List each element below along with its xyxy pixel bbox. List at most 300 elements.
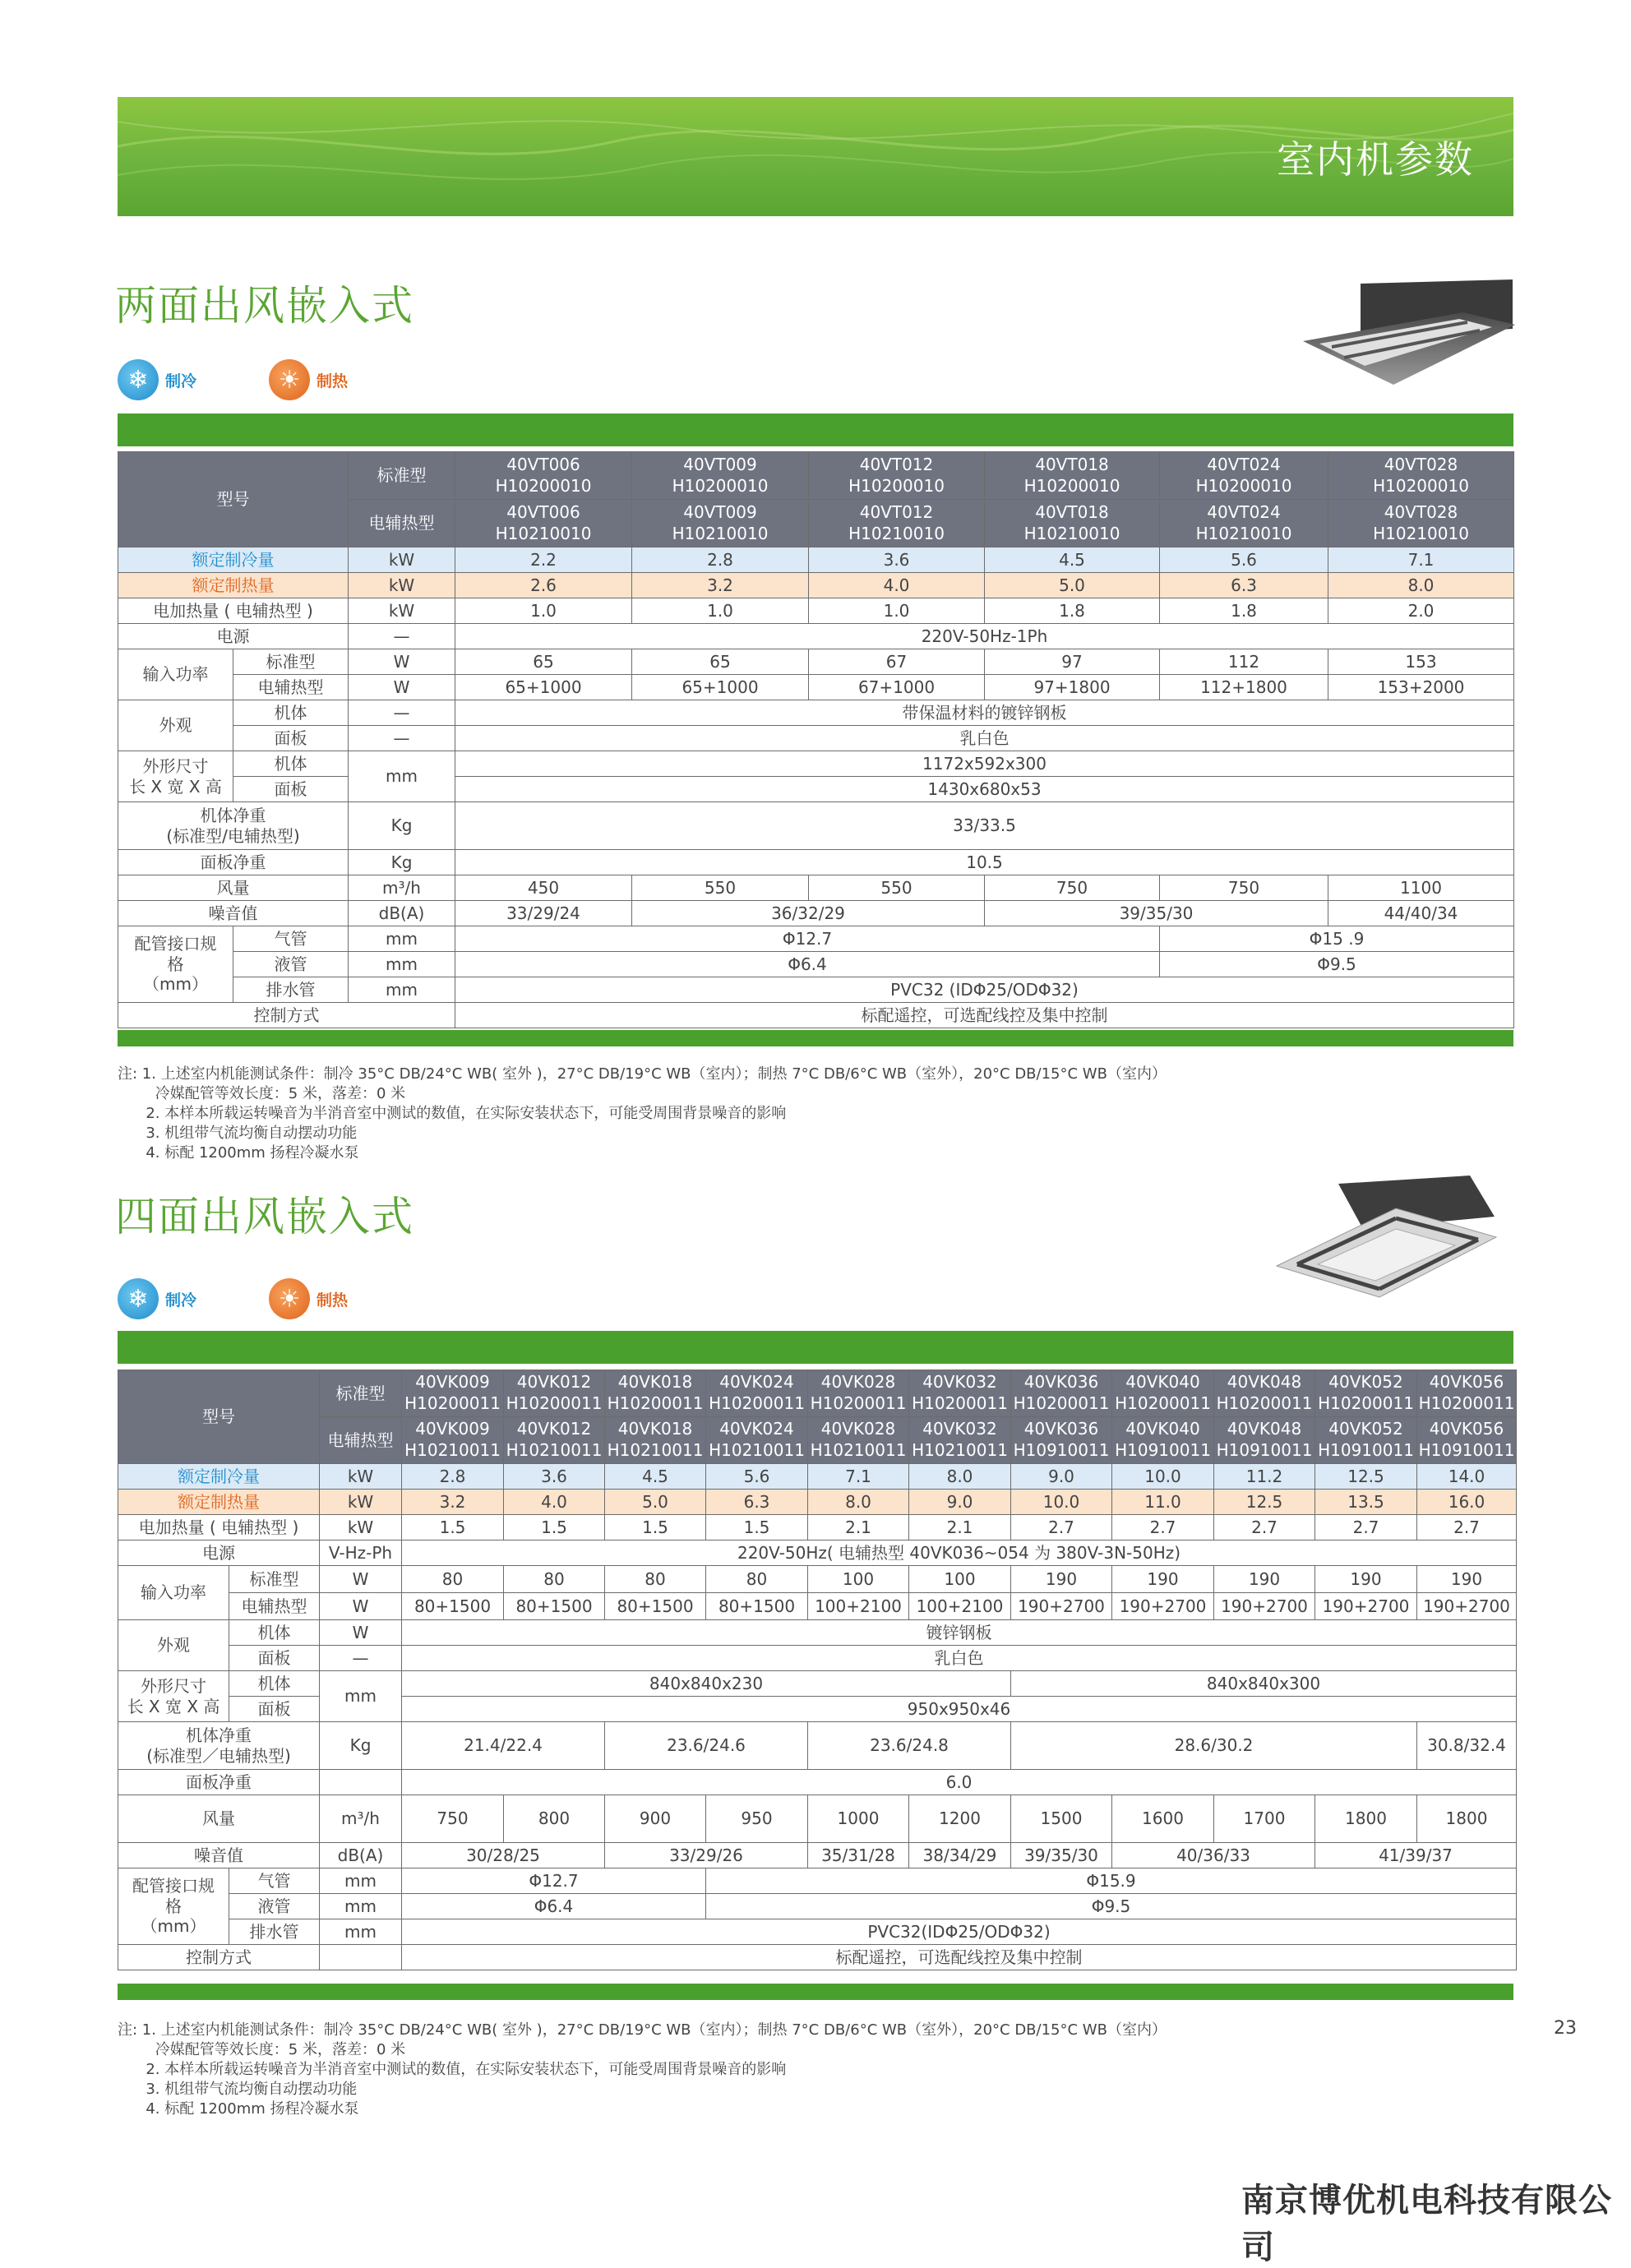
- table-footer-bar: [118, 1984, 1513, 2000]
- input-power-elec-value: 190+2700: [1011, 1593, 1112, 1620]
- noise-value: 44/40/34: [1328, 901, 1514, 926]
- four-way-cassette-image: [1273, 1176, 1499, 1299]
- heating-value: 6.3: [1160, 573, 1328, 598]
- legend-heat-label: 制热: [316, 1291, 349, 1310]
- std-model: 40VT028 H10200010: [1328, 452, 1514, 500]
- elec-model: 40VK018 H10210011: [605, 1417, 706, 1464]
- notes-section1: [118, 1065, 1167, 1163]
- section-title-two-way: 两面出风嵌入式: [115, 282, 414, 330]
- noise-value: 40/36/33: [1112, 1843, 1315, 1868]
- std-model: 40VK056 H10200011: [1417, 1370, 1517, 1417]
- note-line: 冷媒配管等效长度：5 米，落差：0 米: [118, 1085, 406, 1102]
- note-line: 4. 标配 1200mm 扬程冷凝水泵: [118, 1144, 359, 1162]
- cooling-value: 5.6: [1160, 547, 1328, 573]
- liquid-pipe-label: 液管: [229, 1894, 320, 1919]
- electric-heat-value: 2.7: [1011, 1515, 1112, 1540]
- airflow-label: 风量: [118, 1795, 320, 1843]
- legend-heat-label: 制热: [316, 372, 349, 390]
- input-power-std-label: 标准型: [233, 649, 349, 675]
- dimensions-body-value: 840x840x230: [402, 1671, 1011, 1697]
- note-line: 冷媒配管等效长度：5 米，落差：0 米: [118, 2041, 406, 2058]
- pipe-spec-label: 配管接口规 格 （mm）: [118, 1868, 229, 1945]
- elec-model: 40VT012 H10210010: [809, 500, 985, 547]
- cooling-value: 2.2: [455, 547, 632, 573]
- net-weight-label: 机体净重 (标准型／电辅热型): [118, 1722, 320, 1770]
- electric-heat-value: 2.7: [1214, 1515, 1315, 1540]
- dimensions-panel-value: 1430x680x53: [455, 777, 1514, 802]
- noise-value: 36/32/29: [632, 901, 985, 926]
- airflow-value: 1800: [1417, 1795, 1517, 1843]
- heating-value: 11.0: [1112, 1490, 1214, 1515]
- heating-value: 9.0: [909, 1490, 1011, 1515]
- elec-model: 40VT018 H10210010: [985, 500, 1160, 547]
- input-power-elec-value: 80+1500: [504, 1593, 605, 1620]
- airflow-value: 1200: [909, 1795, 1011, 1843]
- unit-cell: mm: [320, 1919, 402, 1945]
- cooling-value: 11.2: [1214, 1464, 1315, 1490]
- heating-value: 4.0: [504, 1490, 605, 1515]
- noise-label: 噪音值: [118, 1843, 320, 1868]
- noise-value: 39/35/30: [985, 901, 1328, 926]
- company-name: 南京博优机电科技有限公司: [1241, 2182, 1612, 2266]
- unit-cell: mm: [320, 1894, 402, 1919]
- airflow-value: 450: [455, 875, 632, 901]
- input-power-std-value: 190: [1011, 1566, 1112, 1593]
- airflow-value: 550: [632, 875, 809, 901]
- dimensions-panel-value: 950x950x46: [402, 1697, 1517, 1722]
- legend-cool: [118, 1278, 196, 1319]
- unit-cell: kW: [349, 573, 455, 598]
- net-weight-value: 21.4/22.4: [402, 1722, 605, 1770]
- airflow-value: 900: [605, 1795, 706, 1843]
- snowflake-icon: ❄: [118, 1278, 159, 1319]
- cooling-value: 9.0: [1011, 1464, 1112, 1490]
- airflow-value: 750: [985, 875, 1160, 901]
- noise-value: 39/35/30: [1011, 1843, 1112, 1868]
- input-power-label: 输入功率: [118, 1566, 229, 1620]
- heating-capacity-label: 额定制热量: [118, 573, 349, 598]
- legend-cool: [118, 359, 196, 400]
- legend-heat: [269, 359, 348, 400]
- sun-heat-icon: ☀: [269, 359, 310, 400]
- input-power-std-value: 80: [706, 1566, 808, 1593]
- dimensions-body-value: 1172x592x300: [455, 751, 1514, 777]
- two-way-cassette-image: [1295, 279, 1517, 390]
- elec-type-label: 电辅热型: [320, 1417, 402, 1464]
- table-header-bar: [118, 413, 1513, 446]
- elec-model: 40VK028 H10210011: [808, 1417, 909, 1464]
- legend-section2: [118, 1277, 420, 1320]
- heating-value: 10.0: [1011, 1490, 1112, 1515]
- airflow-value: 1500: [1011, 1795, 1112, 1843]
- input-power-std-value: 80: [402, 1566, 504, 1593]
- input-power-elec-value: 67+1000: [809, 675, 985, 700]
- cooling-capacity-label: 额定制冷量: [118, 547, 349, 573]
- electric-heat-value: 2.0: [1328, 598, 1514, 624]
- legend-cool-label: 制冷: [165, 1291, 197, 1310]
- unit-cell: m³/h: [320, 1795, 402, 1843]
- panel-weight-value: 10.5: [455, 850, 1514, 875]
- electric-heat-value: 1.8: [985, 598, 1160, 624]
- dimensions-label: 外形尺寸 长 X 宽 X 高: [118, 751, 233, 802]
- electric-heat-value: 1.5: [706, 1515, 808, 1540]
- note-line: 2. 本样本所载运转噪音为半消音室中测试的数值，在实际安装状态下，可能受周围背景噪音的影响: [118, 2061, 787, 2078]
- elec-model: 40VT028 H10210010: [1328, 500, 1514, 547]
- input-power-elec-value: 80+1500: [402, 1593, 504, 1620]
- noise-value: 38/34/29: [909, 1843, 1011, 1868]
- input-power-std-value: 80: [504, 1566, 605, 1593]
- net-weight-value: 33/33.5: [455, 802, 1514, 850]
- electric-heat-value: 2.1: [808, 1515, 909, 1540]
- unit-cell: dB(A): [349, 901, 455, 926]
- airflow-value: 1100: [1328, 875, 1514, 901]
- unit-cell: mm: [320, 1868, 402, 1894]
- appearance-panel-label: 面板: [233, 726, 349, 751]
- note-line: 注: 1. 上述室内机能测试条件：制冷 35°C DB/24°C WB( 室外 )，27°C DB/19°C WB（室内）；制热 7°C DB/6°C WB（室外），20°C DB/15°C WB（室内）: [118, 1065, 1167, 1083]
- gas-pipe-label: 气管: [229, 1868, 320, 1894]
- electric-heat-label: 电加热量 ( 电辅热型 ): [118, 1515, 320, 1540]
- std-type-label: 标准型: [320, 1370, 402, 1417]
- electric-heat-value: 2.7: [1112, 1515, 1214, 1540]
- std-model: 40VK052 H10200011: [1315, 1370, 1417, 1417]
- unit-cell: —: [349, 700, 455, 726]
- airflow-value: 750: [402, 1795, 504, 1843]
- power-supply-value: 220V-50Hz-1Ph: [455, 624, 1514, 649]
- unit-cell: W: [349, 649, 455, 675]
- liquid-pipe-value: Φ6.4: [402, 1894, 706, 1919]
- elec-model: 40VK024 H10210011: [706, 1417, 808, 1464]
- electric-heat-label: 电加热量 ( 电辅热型 ): [118, 598, 349, 624]
- unit-cell: [320, 1770, 402, 1795]
- cooling-value: 8.0: [909, 1464, 1011, 1490]
- elec-model: 40VK009 H10210011: [402, 1417, 504, 1464]
- noise-value: 35/31/28: [808, 1843, 909, 1868]
- gas-pipe-value: Φ15 .9: [1160, 926, 1514, 952]
- std-model: 40VK036 H10200011: [1011, 1370, 1112, 1417]
- liquid-pipe-value: Φ9.5: [706, 1894, 1517, 1919]
- input-power-std-value: 65: [455, 649, 632, 675]
- table-header-bar: [118, 1331, 1513, 1364]
- banner-title: 室内机参数: [1277, 137, 1474, 182]
- input-power-std-value: 112: [1160, 649, 1328, 675]
- electric-heat-value: 1.0: [809, 598, 985, 624]
- input-power-elec-value: 100+2100: [909, 1593, 1011, 1620]
- unit-cell: Kg: [349, 850, 455, 875]
- std-model: 40VK018 H10200011: [605, 1370, 706, 1417]
- std-model: 40VK012 H10200011: [504, 1370, 605, 1417]
- header-banner: [118, 97, 1513, 216]
- unit-cell: W: [320, 1620, 402, 1646]
- appearance-body-label: 机体: [233, 700, 349, 726]
- heating-value: 12.5: [1214, 1490, 1315, 1515]
- unit-cell: mm: [349, 751, 455, 802]
- std-type-label: 标准型: [349, 452, 455, 500]
- airflow-value: 800: [504, 1795, 605, 1843]
- unit-cell: kW: [349, 598, 455, 624]
- unit-cell: dB(A): [320, 1843, 402, 1868]
- input-power-label: 输入功率: [118, 649, 233, 700]
- std-model: 40VT012 H10200010: [809, 452, 985, 500]
- std-model: 40VK024 H10200011: [706, 1370, 808, 1417]
- panel-weight-label: 面板净重: [118, 850, 349, 875]
- cooling-value: 2.8: [402, 1464, 504, 1490]
- input-power-std-value: 80: [605, 1566, 706, 1593]
- dimensions-panel-label: 面板: [233, 777, 349, 802]
- heating-value: 8.0: [1328, 573, 1514, 598]
- panel-weight-value: 6.0: [402, 1770, 1517, 1795]
- spec-table-four-way: [118, 1370, 1517, 1970]
- heating-value: 13.5: [1315, 1490, 1417, 1515]
- cooling-value: 4.5: [985, 547, 1160, 573]
- unit-cell: W: [349, 675, 455, 700]
- input-power-elec-value: 190+2700: [1112, 1593, 1214, 1620]
- note-line: 4. 标配 1200mm 扬程冷凝水泵: [118, 2100, 359, 2118]
- power-supply-label: 电源: [118, 1540, 320, 1566]
- input-power-std-value: 153: [1328, 649, 1514, 675]
- unit-cell: Kg: [320, 1722, 402, 1770]
- std-model: 40VK009 H10200011: [402, 1370, 504, 1417]
- net-weight-value: 28.6/30.2: [1011, 1722, 1417, 1770]
- heating-value: 5.0: [605, 1490, 706, 1515]
- input-power-elec-value: 112+1800: [1160, 675, 1328, 700]
- power-supply-value: 220V-50Hz( 电辅热型 40VK036~054 为 380V-3N-50Hz): [402, 1540, 1517, 1566]
- cooling-value: 4.5: [605, 1464, 706, 1490]
- input-power-std-value: 190: [1315, 1566, 1417, 1593]
- elec-model: 40VT006 H10210010: [455, 500, 632, 547]
- input-power-elec-value: 65+1000: [632, 675, 809, 700]
- input-power-elec-value: 97+1800: [985, 675, 1160, 700]
- input-power-std-label: 标准型: [229, 1566, 320, 1593]
- std-model: 40VK032 H10200011: [909, 1370, 1011, 1417]
- unit-cell: kW: [349, 547, 455, 573]
- std-model: 40VT024 H10200010: [1160, 452, 1328, 500]
- cooling-value: 7.1: [808, 1464, 909, 1490]
- control-method-label: 控制方式: [118, 1003, 455, 1028]
- input-power-std-value: 100: [909, 1566, 1011, 1593]
- dimensions-body-label: 机体: [229, 1671, 320, 1697]
- std-model: 40VT018 H10200010: [985, 452, 1160, 500]
- unit-cell: W: [320, 1566, 402, 1593]
- appearance-body-label: 机体: [229, 1620, 320, 1646]
- electric-heat-value: 1.0: [455, 598, 632, 624]
- airflow-value: 1600: [1112, 1795, 1214, 1843]
- pipe-spec-label: 配管接口规 格 （mm）: [118, 926, 233, 1003]
- airflow-value: 1000: [808, 1795, 909, 1843]
- drain-pipe-value: PVC32 (IDΦ25/ODΦ32): [455, 977, 1514, 1003]
- appearance-label: 外观: [118, 1620, 229, 1671]
- cooling-value: 3.6: [809, 547, 985, 573]
- elec-model: 40VT009 H10210010: [632, 500, 809, 547]
- heating-value: 5.0: [985, 573, 1160, 598]
- net-weight-label: 机体净重 (标准型/电辅热型): [118, 802, 349, 850]
- input-power-elec-value: 100+2100: [808, 1593, 909, 1620]
- heating-value: 3.2: [632, 573, 809, 598]
- heating-value: 8.0: [808, 1490, 909, 1515]
- input-power-std-value: 65: [632, 649, 809, 675]
- electric-heat-value: 1.5: [402, 1515, 504, 1540]
- liquid-pipe-value: Φ9.5: [1160, 952, 1514, 977]
- electric-heat-value: 2.7: [1315, 1515, 1417, 1540]
- drain-pipe-label: 排水管: [233, 977, 349, 1003]
- cooling-capacity-label: 额定制冷量: [118, 1464, 320, 1490]
- input-power-elec-value: 190+2700: [1214, 1593, 1315, 1620]
- elec-model: 40VT024 H10210010: [1160, 500, 1328, 547]
- unit-cell: W: [320, 1593, 402, 1620]
- control-method-value: 标配遥控，可选配线控及集中控制: [402, 1945, 1517, 1970]
- gas-pipe-label: 气管: [233, 926, 349, 952]
- elec-model: 40VK036 H10910011: [1011, 1417, 1112, 1464]
- elec-type-label: 电辅热型: [349, 500, 455, 547]
- cooling-value: 12.5: [1315, 1464, 1417, 1490]
- noise-label: 噪音值: [118, 901, 349, 926]
- snowflake-icon: ❄: [118, 359, 159, 400]
- std-model: 40VK048 H10200011: [1214, 1370, 1315, 1417]
- table-footer-bar: [118, 1030, 1513, 1046]
- electric-heat-value: 1.5: [605, 1515, 706, 1540]
- dimensions-body-label: 机体: [233, 751, 349, 777]
- unit-cell: V-Hz-Ph: [320, 1540, 402, 1566]
- net-weight-value: 23.6/24.8: [808, 1722, 1011, 1770]
- unit-cell: mm: [349, 952, 455, 977]
- drain-pipe-value: PVC32(IDΦ25/ODΦ32): [402, 1919, 1517, 1945]
- input-power-elec-label: 电辅热型: [229, 1593, 320, 1620]
- input-power-std-value: 67: [809, 649, 985, 675]
- input-power-std-value: 190: [1214, 1566, 1315, 1593]
- input-power-elec-value: 65+1000: [455, 675, 632, 700]
- unit-cell: mm: [349, 977, 455, 1003]
- electric-heat-value: 2.1: [909, 1515, 1011, 1540]
- appearance-panel-value: 乳白色: [402, 1646, 1517, 1671]
- appearance-body-value: 带保温材料的镀锌钢板: [455, 700, 1514, 726]
- electric-heat-value: 2.7: [1417, 1515, 1517, 1540]
- electric-heat-value: 1.8: [1160, 598, 1328, 624]
- cooling-value: 10.0: [1112, 1464, 1214, 1490]
- section-title-four-way: 四面出风嵌入式: [115, 1193, 414, 1240]
- noise-value: 33/29/26: [605, 1843, 808, 1868]
- input-power-elec-value: 80+1500: [706, 1593, 808, 1620]
- elec-model: 40VK012 H10210011: [504, 1417, 605, 1464]
- input-power-std-value: 97: [985, 649, 1160, 675]
- airflow-value: 1800: [1315, 1795, 1417, 1843]
- notes-section2: [118, 2021, 1167, 2119]
- elec-model: 40VK032 H10210011: [909, 1417, 1011, 1464]
- input-power-elec-value: 190+2700: [1417, 1593, 1517, 1620]
- liquid-pipe-label: 液管: [233, 952, 349, 977]
- heating-capacity-label: 额定制热量: [118, 1490, 320, 1515]
- elec-model: 40VK056 H10910011: [1417, 1417, 1517, 1464]
- heating-value: 2.6: [455, 573, 632, 598]
- unit-cell: [320, 1945, 402, 1970]
- cooling-value: 2.8: [632, 547, 809, 573]
- elec-model: 40VK052 H10910011: [1315, 1417, 1417, 1464]
- input-power-elec-value: 190+2700: [1315, 1593, 1417, 1620]
- note-line: 注: 1. 上述室内机能测试条件：制冷 35°C DB/24°C WB( 室外 )，27°C DB/19°C WB（室内）；制热 7°C DB/6°C WB（室外），20°C DB/15°C WB（室内）: [118, 2021, 1167, 2039]
- net-weight-value: 30.8/32.4: [1417, 1722, 1517, 1770]
- gas-pipe-value: Φ12.7: [455, 926, 1160, 952]
- noise-value: 41/39/37: [1315, 1843, 1517, 1868]
- airflow-value: 750: [1160, 875, 1328, 901]
- panel-weight-label: 面板净重: [118, 1770, 320, 1795]
- appearance-label: 外观: [118, 700, 233, 751]
- noise-value: 33/29/24: [455, 901, 632, 926]
- std-model: 40VK028 H10200011: [808, 1370, 909, 1417]
- model-label: 型号: [118, 1370, 320, 1464]
- heating-value: 3.2: [402, 1490, 504, 1515]
- electric-heat-value: 1.0: [632, 598, 809, 624]
- cooling-value: 7.1: [1328, 547, 1514, 573]
- note-line: 2. 本样本所载运转噪音为半消音室中测试的数值，在实际安装状态下，可能受周围背景噪音的影响: [118, 1105, 787, 1122]
- airflow-value: 550: [809, 875, 985, 901]
- input-power-elec-value: 80+1500: [605, 1593, 706, 1620]
- control-method-label: 控制方式: [118, 1945, 320, 1970]
- input-power-std-value: 190: [1417, 1566, 1517, 1593]
- unit-cell: mm: [349, 926, 455, 952]
- page-number: 23: [1554, 2018, 1577, 2039]
- std-model: 40VT006 H10200010: [455, 452, 632, 500]
- note-line: 3. 机组带气流均衡自动摆动功能: [118, 2081, 358, 2098]
- cooling-value: 5.6: [706, 1464, 808, 1490]
- std-model: 40VT009 H10200010: [632, 452, 809, 500]
- power-supply-label: 电源: [118, 624, 349, 649]
- unit-cell: —: [320, 1646, 402, 1671]
- airflow-label: 风量: [118, 875, 349, 901]
- heating-value: 4.0: [809, 573, 985, 598]
- airflow-value: 950: [706, 1795, 808, 1843]
- noise-value: 30/28/25: [402, 1843, 605, 1868]
- appearance-panel-label: 面板: [229, 1646, 320, 1671]
- model-label: 型号: [118, 452, 349, 547]
- unit-cell: m³/h: [349, 875, 455, 901]
- sun-heat-icon: ☀: [269, 1278, 310, 1319]
- drain-pipe-label: 排水管: [229, 1919, 320, 1945]
- input-power-elec-value: 153+2000: [1328, 675, 1514, 700]
- dimensions-label: 外形尺寸 长 X 宽 X 高: [118, 1671, 229, 1722]
- dimensions-panel-label: 面板: [229, 1697, 320, 1722]
- appearance-body-value: 镀锌钢板: [402, 1620, 1517, 1646]
- unit-cell: Kg: [349, 802, 455, 850]
- unit-cell: kW: [320, 1464, 402, 1490]
- input-power-elec-label: 电辅热型: [233, 675, 349, 700]
- heating-value: 6.3: [706, 1490, 808, 1515]
- elec-model: 40VK040 H10910011: [1112, 1417, 1214, 1464]
- elec-model: 40VK048 H10910011: [1214, 1417, 1315, 1464]
- unit-cell: mm: [320, 1671, 402, 1722]
- spec-table-two-way: [118, 451, 1514, 1028]
- cooling-value: 3.6: [504, 1464, 605, 1490]
- unit-cell: kW: [320, 1490, 402, 1515]
- gas-pipe-value: Φ15.9: [706, 1868, 1517, 1894]
- std-model: 40VK040 H10200011: [1112, 1370, 1214, 1417]
- electric-heat-value: 1.5: [504, 1515, 605, 1540]
- gas-pipe-value: Φ12.7: [402, 1868, 706, 1894]
- legend-cool-label: 制冷: [165, 372, 197, 390]
- heating-value: 16.0: [1417, 1490, 1517, 1515]
- cooling-value: 14.0: [1417, 1464, 1517, 1490]
- input-power-std-value: 100: [808, 1566, 909, 1593]
- note-line: 3. 机组带气流均衡自动摆动功能: [118, 1125, 358, 1142]
- unit-cell: kW: [320, 1515, 402, 1540]
- legend-section1: [118, 358, 420, 401]
- legend-heat: [269, 1278, 348, 1319]
- input-power-std-value: 190: [1112, 1566, 1214, 1593]
- control-method-value: 标配遥控，可选配线控及集中控制: [455, 1003, 1514, 1028]
- liquid-pipe-value: Φ6.4: [455, 952, 1160, 977]
- net-weight-value: 23.6/24.6: [605, 1722, 808, 1770]
- airflow-value: 1700: [1214, 1795, 1315, 1843]
- unit-cell: —: [349, 624, 455, 649]
- appearance-panel-value: 乳白色: [455, 726, 1514, 751]
- unit-cell: —: [349, 726, 455, 751]
